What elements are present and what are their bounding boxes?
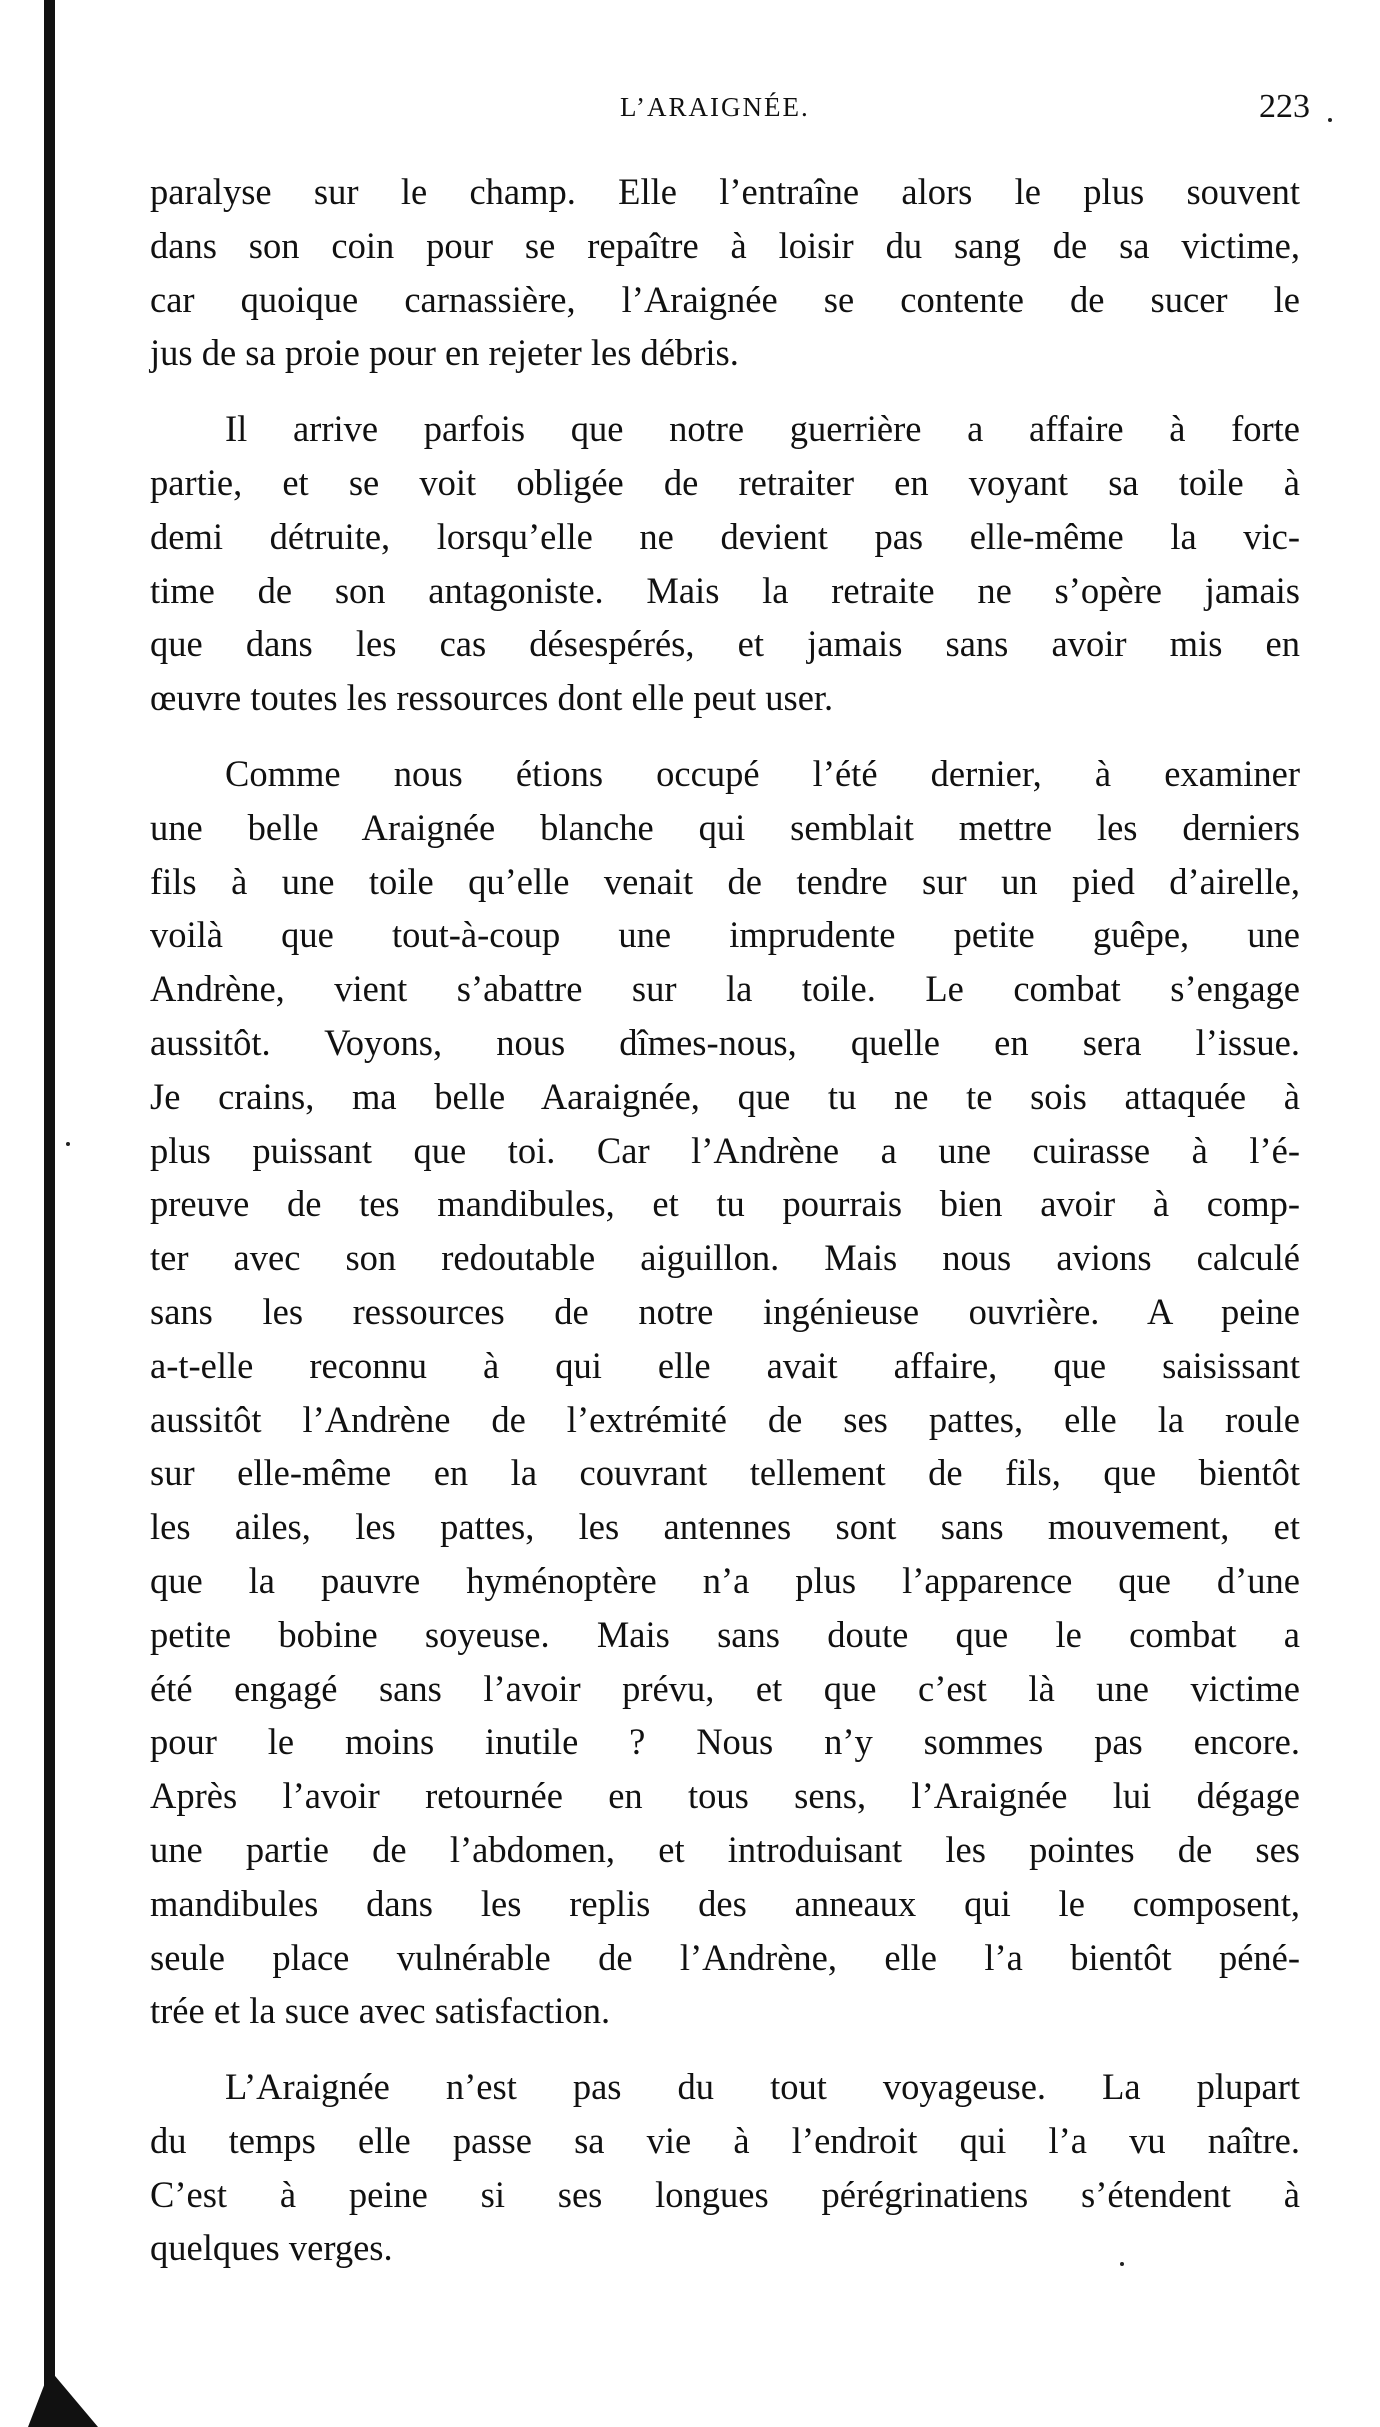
text-line: jus de sa proie pour en rejeter les débris. <box>150 332 739 374</box>
text-line: aussitôt l’Andrène de l’extrémité de ses pattes, elle la roule <box>150 1398 1300 1440</box>
text-line: Je crains, ma belle Aaraignée, que tu ne te sois attaquée à <box>150 1075 1300 1117</box>
text-line: quelques verges. <box>150 2227 393 2269</box>
text-line: a-t-elle reconnu à qui elle avait affaire, que saisissant <box>150 1344 1300 1386</box>
text-line: sur elle-même en la couvrant tellement de fils, que bientôt <box>150 1452 1300 1494</box>
text-line: paralyse sur le champ. Elle l’entraîne alors le plus souvent <box>150 171 1300 212</box>
text-line: une partie de l’abdomen, et introduisant les pointes de ses <box>150 1828 1300 1870</box>
text-line: Après l’avoir retournée en tous sens, l’Araignée lui dégage <box>150 1775 1300 1817</box>
paragraph-4 <box>150 2060 1300 2275</box>
page-number: 223 <box>1259 88 1310 125</box>
text-line: une belle Araignée blanche qui semblait mettre les derniers <box>150 806 1300 848</box>
text-line: mandibules dans les replis des anneaux qui le composent, <box>150 1882 1300 1924</box>
text-line: que dans les cas désespérés, et jamais sans avoir mis en <box>150 623 1300 665</box>
text-line: voilà que tout-à-coup une imprudente petite guêpe, une <box>150 914 1300 956</box>
text-line: car quoique carnassière, l’Araignée se contente de sucer le <box>150 278 1300 320</box>
running-title: L’ARAIGNÉE. <box>620 92 810 122</box>
text-line: pour le moins inutile ? Nous n’y sommes pas encore. <box>150 1721 1300 1763</box>
text-line: été engagé sans l’avoir prévu, et que c’est là une victime <box>150 1667 1300 1709</box>
body-text <box>150 165 1300 2275</box>
text-line: fils à une toile qu’elle venait de tendre sur un pied d’airelle, <box>150 860 1300 902</box>
text-line: Comme nous étions occupé l’été dernier, à examiner <box>225 752 1300 794</box>
text-line: dans son coin pour se repaître à loisir du sang de sa victime, <box>150 224 1300 266</box>
text-line: Il arrive parfois que notre guerrière a affaire à forte <box>225 408 1300 450</box>
running-header <box>150 88 1310 132</box>
text-line: partie, et se voit obligée de retraiter en voyant sa toile à <box>150 461 1300 503</box>
text-line: demi détruite, lorsqu’elle ne devient pas elle-même la vic- <box>150 515 1300 557</box>
text-line: preuve de tes mandibules, et tu pourrais bien avoir à comp- <box>150 1183 1300 1225</box>
text-line: L’Araignée n’est pas du tout voyageuse. La plupart <box>225 2066 1300 2108</box>
paragraph-1 <box>150 165 1300 380</box>
page-gutter-corner <box>28 2370 98 2427</box>
text-line: œuvre toutes les ressources dont elle peut user. <box>150 677 834 719</box>
text-line: que la pauvre hyménoptère n’a plus l’apparence que d’une <box>150 1559 1300 1601</box>
text-line: Andrène, vient s’abattre sur la toile. Le combat s’engage <box>150 968 1300 1010</box>
print-speck <box>1120 2262 1124 2266</box>
text-line: petite bobine soyeuse. Mais sans doute que le combat a <box>150 1613 1300 1655</box>
paragraph-3 <box>150 747 1300 2038</box>
text-line: les ailes, les pattes, les antennes sont sans mouvement, et <box>150 1506 1300 1548</box>
text-line: ter avec son redoutable aiguillon. Mais nous avions calculé <box>150 1237 1300 1279</box>
print-speck <box>66 1142 70 1146</box>
text-line: seule place vulnérable de l’Andrène, elle l’a bientôt péné- <box>150 1936 1300 1978</box>
text-line: plus puissant que toi. Car l’Andrène a une cuirasse à l’é- <box>150 1129 1300 1171</box>
text-line: trée et la suce avec satisfaction. <box>150 1990 611 2032</box>
text-line: C’est à peine si ses longues pérégrinatiens s’étendent à <box>150 2173 1300 2215</box>
text-line: sans les ressources de notre ingénieuse ouvrière. A peine <box>150 1290 1300 1332</box>
page-gutter-shadow <box>44 0 55 2400</box>
print-speck <box>1328 118 1332 122</box>
paragraph-2 <box>150 402 1300 725</box>
text-line: time de son antagoniste. Mais la retraite ne s’opère jamais <box>150 569 1300 611</box>
text-line: aussitôt. Voyons, nous dîmes-nous, quelle en sera l’issue. <box>150 1021 1300 1063</box>
text-line: du temps elle passe sa vie à l’endroit qui l’a vu naître. <box>150 2119 1300 2161</box>
